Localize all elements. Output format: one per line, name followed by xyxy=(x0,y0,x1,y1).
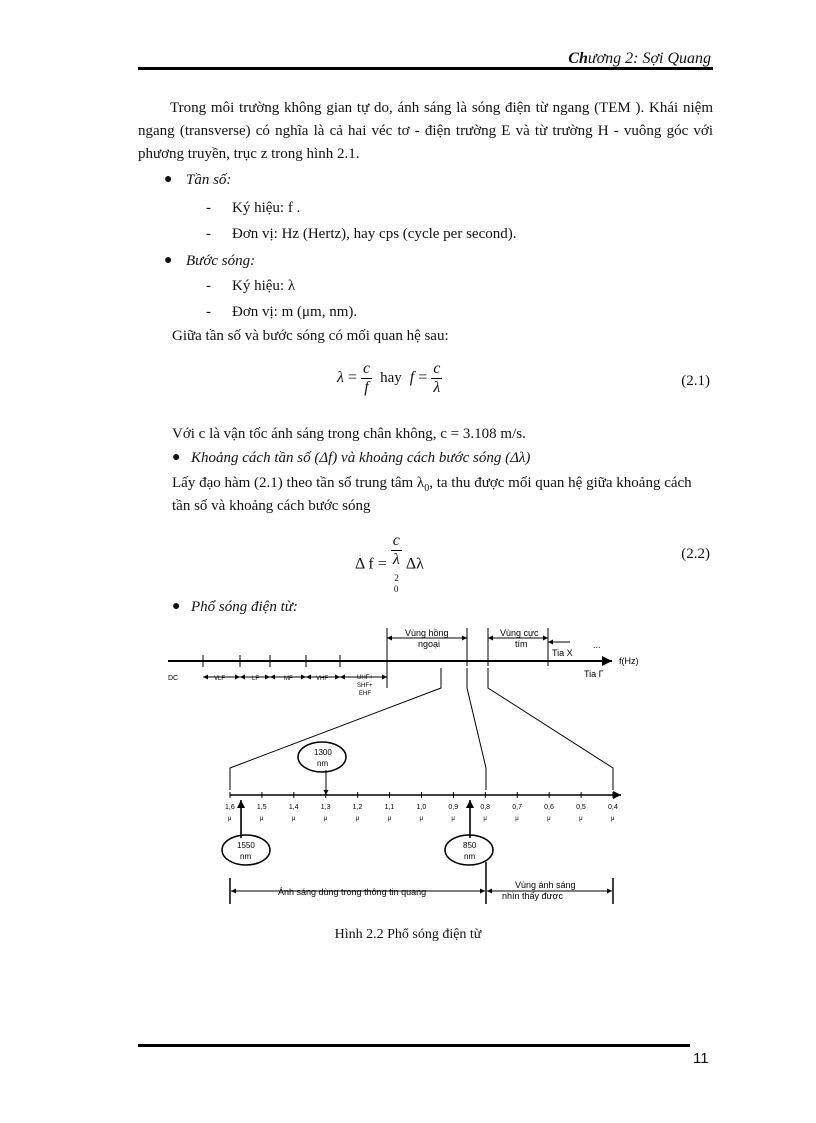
wavelength-tick-label: 1,1 xyxy=(384,804,395,811)
dash: - xyxy=(206,304,211,320)
eq-subscript: 0 xyxy=(393,583,399,594)
eq-symbol: f xyxy=(364,379,369,396)
band-label: VHF xyxy=(316,676,328,682)
intro-paragraph: Trong môi trường không gian tự do, ánh sáng là sóng điện từ ngang (TEM ). Khái niệm ngang (transverse) có nghĩa là cả hai véc tơ - điện trường E và từ trường H - vuông góc với phương truyền, trục z trong hình 2.1. xyxy=(138,100,713,162)
wave-item-symbol: Ký hiệu: λ xyxy=(232,278,296,294)
eq-symbol: c xyxy=(433,360,441,377)
wavelength-unit-label: μ xyxy=(259,816,264,822)
eq-word: hay xyxy=(380,370,402,387)
wavelength-tick-label: 1,5 xyxy=(256,804,267,811)
callout-1550-unit: nm xyxy=(240,852,252,861)
wavelength-unit-label: μ xyxy=(579,816,583,822)
dots-label: ... xyxy=(593,640,601,650)
bullet-dot: ● xyxy=(164,172,173,187)
band-label-shf: SHF+ xyxy=(357,683,373,689)
callout-1550-value: 1550 xyxy=(237,841,255,850)
eq-symbol: Δ f xyxy=(355,555,374,573)
visible-label-line2: nhìn thấy được xyxy=(502,891,563,901)
wavelength-unit-label: μ xyxy=(387,816,392,822)
band-label-uhf: UHF+ xyxy=(357,675,373,681)
callout-850-unit: nm xyxy=(464,852,476,861)
wavelength-unit-label: μ xyxy=(291,816,296,822)
wavelength-tick-label: 0,4 xyxy=(608,804,618,811)
wavelength-unit-label: μ xyxy=(515,816,519,822)
wavelength-tick-label: 1,3 xyxy=(320,804,331,811)
xray-label: Tia X xyxy=(552,648,573,658)
derive-subscript: 0 xyxy=(424,483,430,494)
freq-title: Tần số: xyxy=(186,172,232,188)
equation-number: (2.2) xyxy=(681,546,710,562)
spectrum-title: Phổ sóng điện từ: xyxy=(191,599,298,615)
zoom-line-right xyxy=(488,668,613,790)
wavelength-tick-label: 0,6 xyxy=(544,804,554,811)
eq-symbol: c xyxy=(392,532,400,549)
wavelength-unit-label: μ xyxy=(228,816,232,822)
wavelength-tick-label: 1,4 xyxy=(288,804,299,811)
derive-line-1-tail: , ta thu được mối quan hệ giữa khoảng cách xyxy=(429,475,692,491)
bullet-dot: ● xyxy=(172,599,181,614)
derive-line-1-text: Lấy đạo hàm (2.1) theo tần số trung tâm λ xyxy=(172,475,425,491)
wavelength-unit-label: μ xyxy=(611,816,615,822)
bullet-dot: ● xyxy=(164,253,173,268)
uv-label-line1: Vùng cực xyxy=(500,628,539,638)
dash: - xyxy=(206,278,211,294)
freq-item-symbol: Ký hiệu: f . xyxy=(232,200,301,216)
band-label: VLF xyxy=(214,676,226,682)
equation-number: (2.1) xyxy=(681,373,710,389)
ir-label-line1: Vùng hồng xyxy=(405,628,449,638)
relation-text: Giữa tần số và bước sóng có mối quan hệ sau: xyxy=(172,328,449,344)
eq-symbol: Δλ xyxy=(405,555,424,573)
bullet-dot: ● xyxy=(172,450,181,465)
eq-symbol: c xyxy=(362,360,371,377)
figure-caption: Hình 2.2 Phổ sóng điện từ xyxy=(334,927,482,942)
footer-rule xyxy=(138,1044,690,1047)
wavelength-unit-label: μ xyxy=(323,816,328,822)
gamma-label: Tia Γ xyxy=(584,669,604,679)
wave-item-unit: Đơn vị: m (μm, nm). xyxy=(232,304,358,320)
wavelength-tick-label: 0,8 xyxy=(480,804,491,811)
dc-label: DC xyxy=(168,675,179,682)
eq-symbol: f xyxy=(409,369,415,387)
eq-symbol: λ xyxy=(433,379,441,396)
speed-text: Với c là vận tốc ánh sáng trong chân không, c = 3.108 m/s. xyxy=(172,426,526,442)
wavelength-tick-label: 1,0 xyxy=(416,804,427,811)
wavelength-tick-label: 1,6 xyxy=(225,804,235,811)
visible-label-line1: Vùng ánh sáng xyxy=(515,880,576,890)
dash: - xyxy=(206,200,211,216)
eq-symbol: = xyxy=(347,369,357,387)
wavelength-tick-label: 0,7 xyxy=(512,804,522,811)
zoom-line-left xyxy=(230,668,441,790)
uv-label-line2: tím xyxy=(515,639,528,649)
eq-symbol: λ xyxy=(392,551,400,568)
band-label-ehf: EHF xyxy=(359,691,371,697)
wavelength-unit-label: μ xyxy=(451,816,455,822)
freq-item-unit: Đơn vị: Hz (Hertz), hay cps (cycle per second). xyxy=(232,226,517,242)
optical-comm-label: Ánh sáng dùng trong thông tin quang xyxy=(278,887,427,897)
spacing-title: Khoảng cách tần số (Δf) và khoảng cách bước sóng (Δλ) xyxy=(191,450,531,466)
zoom-line-middle xyxy=(467,668,486,790)
wavelength-tick-label: 0,5 xyxy=(576,804,586,811)
eq-superscript: 2 xyxy=(394,573,399,583)
eq-symbol: = xyxy=(377,555,387,573)
eq-symbol: λ xyxy=(337,369,344,387)
wave-title: Bước sóng: xyxy=(186,253,256,269)
ir-label-line2: ngoại xyxy=(418,639,441,649)
callout-1300-value: 1300 xyxy=(314,748,332,757)
derive-line-2: tần số và khoảng cách bước sóng xyxy=(172,498,371,514)
band-label: LF xyxy=(252,676,260,682)
chapter-header-bold: Ch xyxy=(568,50,588,67)
band-label: MF xyxy=(284,676,293,682)
wavelength-tick-label: 1,2 xyxy=(352,804,363,811)
wavelength-unit-label: μ xyxy=(547,816,551,822)
callout-850-value: 850 xyxy=(463,841,477,850)
chapter-header-rest: ương 2: Sợi Quang xyxy=(587,50,711,67)
dash: - xyxy=(206,226,211,242)
wavelength-tick-label: 0,9 xyxy=(448,804,459,811)
wavelength-unit-label: μ xyxy=(419,816,423,822)
callout-1300-unit: nm xyxy=(317,759,329,768)
eq-symbol: = xyxy=(418,369,428,387)
axis-label: f(Hz) xyxy=(619,656,639,666)
wavelength-unit-label: μ xyxy=(483,816,487,822)
page-number: 11 xyxy=(693,1050,709,1067)
wavelength-unit-label: μ xyxy=(355,816,360,822)
